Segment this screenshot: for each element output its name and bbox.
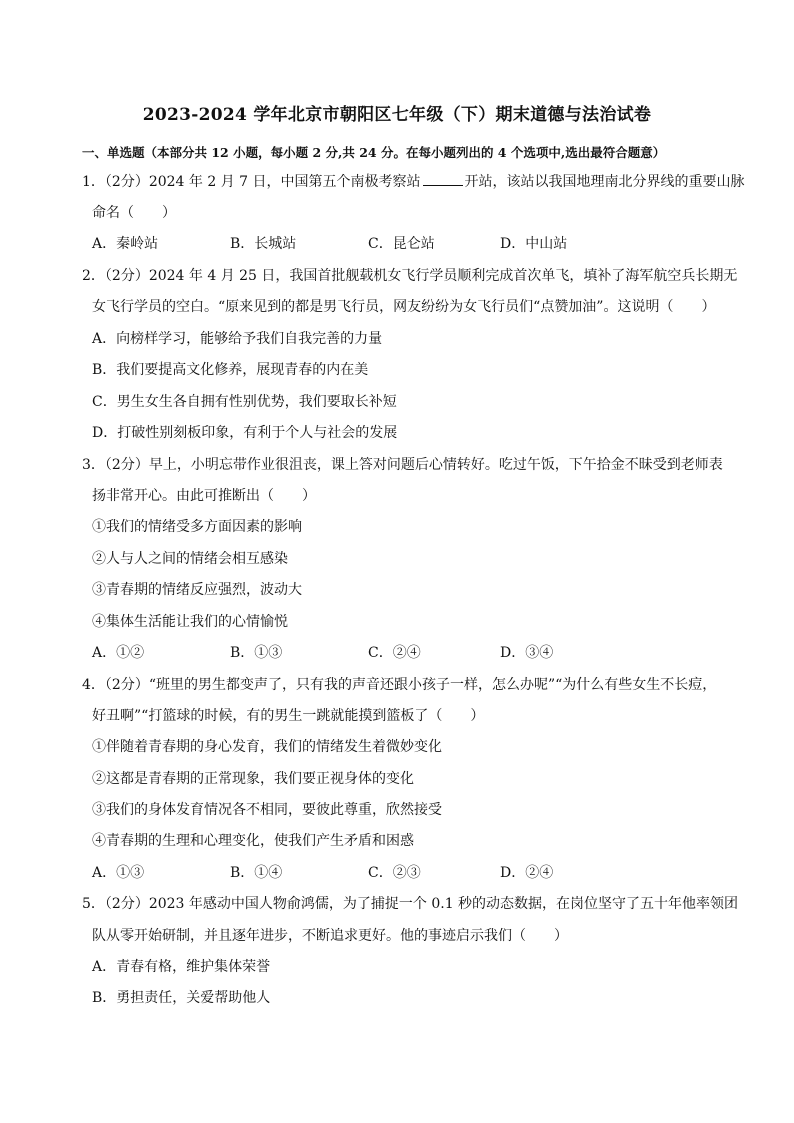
question-4-statement-1: ①伴随着青春期的身心发育，我们的情绪发生着微妙变化 [92,739,442,755]
question-3-option-a: A．①② [92,645,145,661]
question-3-statement-3: ③青春期的情绪反应强烈，波动大 [92,582,302,598]
section-heading: 一、单选题（本部分共 12 小题，每小题 2 分,共 24 分。在每小题列出的 4 个选项中,选出最符合题意） [82,145,666,160]
question-4-option-c: C．②③ [368,865,421,881]
question-4-option-a: A．①③ [92,865,145,881]
question-3-option-d: D．③④ [500,645,554,661]
question-1-option-d: D．中山站 [500,236,568,252]
question-4-line-1: 4．（2分）“班里的男生都变声了，只有我的声音还跟小孩子一样，怎么办呢”“为什么有些女生不长痘， [82,677,717,693]
question-3-option-b: B．①③ [230,645,283,661]
question-2-option-b: B．我们要提高文化修养，展现青春的内在美 [92,362,369,378]
question-5-option-b: B．勇担责任，关爱帮助他人 [92,990,271,1006]
answer-blank [423,171,463,186]
question-4-statement-4: ④青春期的生理和心理变化，使我们产生矛盾和困惑 [92,833,414,849]
question-4-line-2: 好丑啊”“打篮球的时候，有的男生一跳就能摸到篮板了（ ） [92,708,485,724]
question-1-text-a: 1．（2分）2024 年 2 月 7 日，中国第五个南极考察站 [82,174,421,190]
question-1-text-b: 开站，该站以我国地理南北分界线的重要山脉 [464,174,745,190]
question-2-line-1: 2．（2分）2024 年 4 月 25 日，我国首批舰载机女飞行学员顺利完成首次单飞，填补了海军航空兵长期无 [82,268,738,284]
question-4-option-b: B．①④ [230,865,283,881]
question-2-line-2: 女飞行学员的空白。“原来见到的都是男飞行员，网友纷纷为女飞行员们“点赞加油”。这说明（ ） [92,299,716,315]
question-3-line-1: 3．（2分）早上，小明忘带作业很沮丧，课上答对问题后心情转好。吃过午饭，下午拾金不昧受到老师表 [82,457,723,473]
question-1-option-a: A．秦岭站 [92,236,159,252]
question-3-option-c: C．②④ [368,645,421,661]
question-5-option-a: A．青春有格，维护集体荣誉 [92,959,271,975]
question-1-option-c: C．昆仑站 [368,236,435,252]
question-3-statement-1: ①我们的情绪受多方面因素的影响 [92,519,302,535]
question-2-option-a: A．向榜样学习，能够给予我们自我完善的力量 [92,331,383,347]
question-2-option-c: C．男生女生各自拥有性别优势，我们要取长补短 [92,394,397,410]
question-4-statement-3: ③我们的身体发育情况各不相同，要彼此尊重，欣然接受 [92,802,442,818]
question-3-statement-2: ②人与人之间的情绪会相互感染 [92,551,288,567]
page-title: 2023-2024 学年北京市朝阳区七年级（下）期末道德与法治试卷 [142,105,652,125]
question-1-line-2: 命名（ ） [92,205,176,221]
question-5-line-1: 5．（2分）2023 年感动中国人物俞鸿儒，为了捕捉一个 0.1 秒的动态数据，在岗位坚守了五十年他率领团 [82,896,739,912]
question-3-line-2: 扬非常开心。由此可推断出（ ） [92,488,316,504]
question-2-option-d: D．打破性别刻板印象，有利于个人与社会的发展 [92,425,398,441]
question-1-line-1 [82,171,745,192]
question-1-option-b: B．长城站 [230,236,297,252]
question-4-statement-2: ②这都是青春期的正常现象，我们要正视身体的变化 [92,771,414,787]
question-3-statement-4: ④集体生活能让我们的心情愉悦 [92,614,288,630]
question-5-line-2: 队从零开始研制，并且逐年进步，不断追求更好。他的事迹启示我们（ ） [92,928,568,944]
question-4-option-d: D．②④ [500,865,554,881]
